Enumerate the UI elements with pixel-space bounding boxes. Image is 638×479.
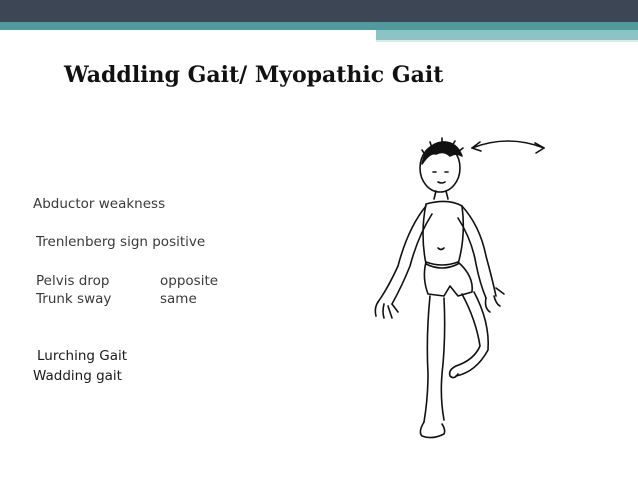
header-accent-line [376, 40, 638, 42]
trunk-sway-value: same [160, 291, 197, 307]
walking-child-sketch-icon [366, 128, 556, 443]
header-bar [0, 0, 638, 22]
trunk-sway-label: Trunk sway [36, 291, 112, 307]
header-accent-bar [0, 22, 638, 30]
abductor-weakness-text: Abductor weakness [33, 196, 166, 212]
pelvis-drop-label: Pelvis drop [36, 273, 110, 289]
header-accent-bar-secondary [376, 30, 638, 40]
slide-title: Waddling Gait/ Myopathic Gait [64, 62, 444, 88]
walking-child-figure [366, 128, 556, 447]
trendelenburg-text: Trenlenberg sign positive [36, 234, 206, 250]
wadding-gait-text: Wadding gait [33, 368, 122, 384]
pelvis-drop-value: opposite [160, 273, 219, 289]
lurching-gait-text: Lurching Gait [37, 348, 128, 364]
